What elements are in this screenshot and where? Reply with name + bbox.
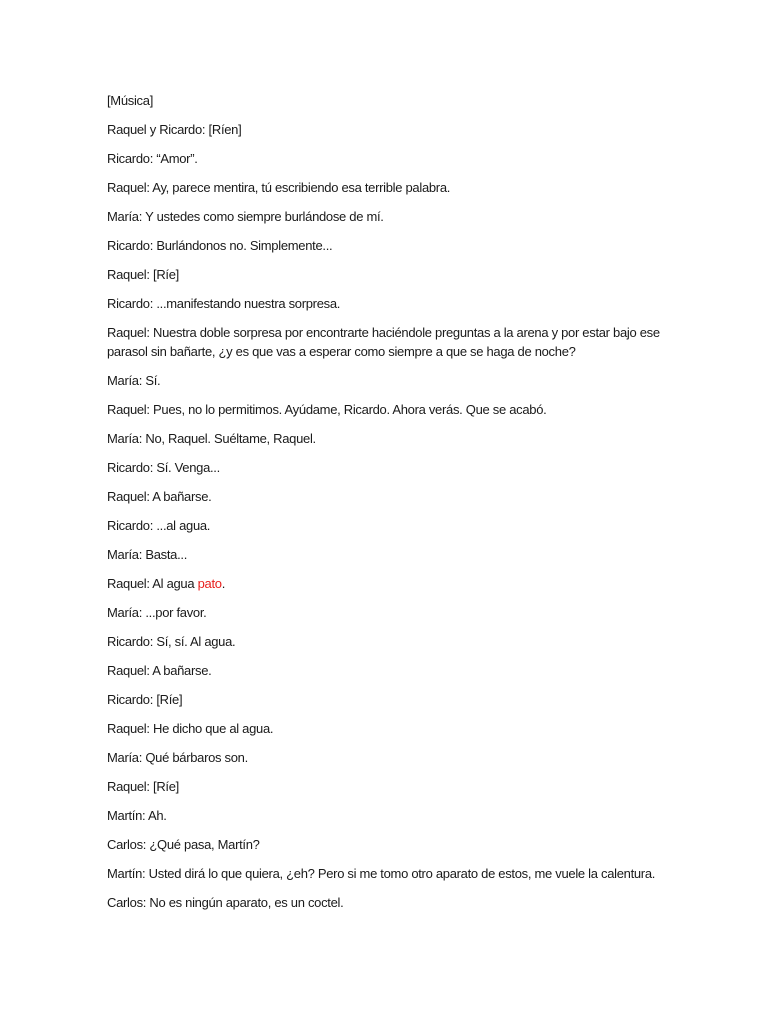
line-text: Carlos: No es ningún aparato, es un coctel. bbox=[107, 895, 344, 910]
transcript-line bbox=[107, 893, 667, 912]
transcript-line bbox=[107, 429, 667, 448]
transcript-line bbox=[107, 574, 667, 593]
transcript-line bbox=[107, 632, 667, 651]
transcript-line bbox=[107, 748, 667, 767]
line-text: Carlos: ¿Qué pasa, Martín? bbox=[107, 837, 260, 852]
line-text: María: Y ustedes como siempre burlándose de mí. bbox=[107, 209, 384, 224]
line-text: Raquel: A bañarse. bbox=[107, 489, 212, 504]
transcript-line bbox=[107, 806, 667, 825]
line-text: Ricardo: Sí. Venga... bbox=[107, 460, 220, 475]
transcript-line bbox=[107, 545, 667, 564]
line-text: Ricardo: Burlándonos no. Simplemente... bbox=[107, 238, 333, 253]
transcript-line bbox=[107, 120, 667, 139]
line-text: [Música] bbox=[107, 93, 154, 108]
transcript-line bbox=[107, 719, 667, 738]
transcript-line bbox=[107, 487, 667, 506]
transcript-line bbox=[107, 400, 667, 419]
transcript-line bbox=[107, 458, 667, 477]
transcript-line bbox=[107, 91, 667, 110]
line-text: Ricardo: “Amor”. bbox=[107, 151, 198, 166]
transcript-line bbox=[107, 835, 667, 854]
transcript-line bbox=[107, 661, 667, 680]
line-text: María: ...por favor. bbox=[107, 605, 207, 620]
transcript-line bbox=[107, 864, 667, 883]
transcript-line bbox=[107, 265, 667, 284]
line-text: Ricardo: [Ríe] bbox=[107, 692, 183, 707]
line-text: María: Qué bárbaros son. bbox=[107, 750, 248, 765]
transcript-line bbox=[107, 178, 667, 197]
transcript-line bbox=[107, 516, 667, 535]
line-text: Ricardo: ...manifestando nuestra sorpresa. bbox=[107, 296, 341, 311]
line-text: Raquel: Pues, no lo permitimos. Ayúdame, Ricardo. Ahora verás. Que se acabó. bbox=[107, 402, 547, 417]
line-text: Raquel: A bañarse. bbox=[107, 663, 212, 678]
line-text: Raquel: [Ríe] bbox=[107, 779, 179, 794]
line-text: María: No, Raquel. Suéltame, Raquel. bbox=[107, 431, 316, 446]
transcript-line bbox=[107, 236, 667, 255]
transcript-line bbox=[107, 603, 667, 622]
transcript-line bbox=[107, 323, 667, 361]
line-text: Ricardo: Sí, sí. Al agua. bbox=[107, 634, 236, 649]
line-text: Raquel: Al agua bbox=[107, 576, 198, 591]
line-text-after: . bbox=[221, 576, 226, 591]
transcript-line bbox=[107, 371, 667, 390]
line-text: Martín: Usted dirá lo que quiera, ¿eh? Pero si me tomo otro aparato de estos, me vuele la calentura. bbox=[107, 866, 656, 881]
transcript-body bbox=[107, 91, 667, 922]
line-text: María: Sí. bbox=[107, 373, 161, 388]
line-text: Martín: Ah. bbox=[107, 808, 167, 823]
highlighted-word: pato bbox=[197, 576, 222, 591]
line-text: María: Basta... bbox=[107, 547, 188, 562]
transcript-line bbox=[107, 207, 667, 226]
line-text: Raquel: Ay, parece mentira, tú escribiendo esa terrible palabra. bbox=[107, 180, 451, 195]
transcript-line bbox=[107, 149, 667, 168]
transcript-line bbox=[107, 294, 667, 313]
line-text: Raquel: He dicho que al agua. bbox=[107, 721, 274, 736]
line-text: Raquel: [Ríe] bbox=[107, 267, 179, 282]
transcript-line bbox=[107, 777, 667, 796]
transcript-line bbox=[107, 690, 667, 709]
line-text: Raquel y Ricardo: [Ríen] bbox=[107, 122, 242, 137]
line-text: Raquel: Nuestra doble sorpresa por encontrarte haciéndole preguntas a la arena y por estar bajo ese parasol sin bañarte, ¿y es que vas a esperar como siempre a que se haga de noche? bbox=[107, 325, 660, 359]
line-text: Ricardo: ...al agua. bbox=[107, 518, 211, 533]
